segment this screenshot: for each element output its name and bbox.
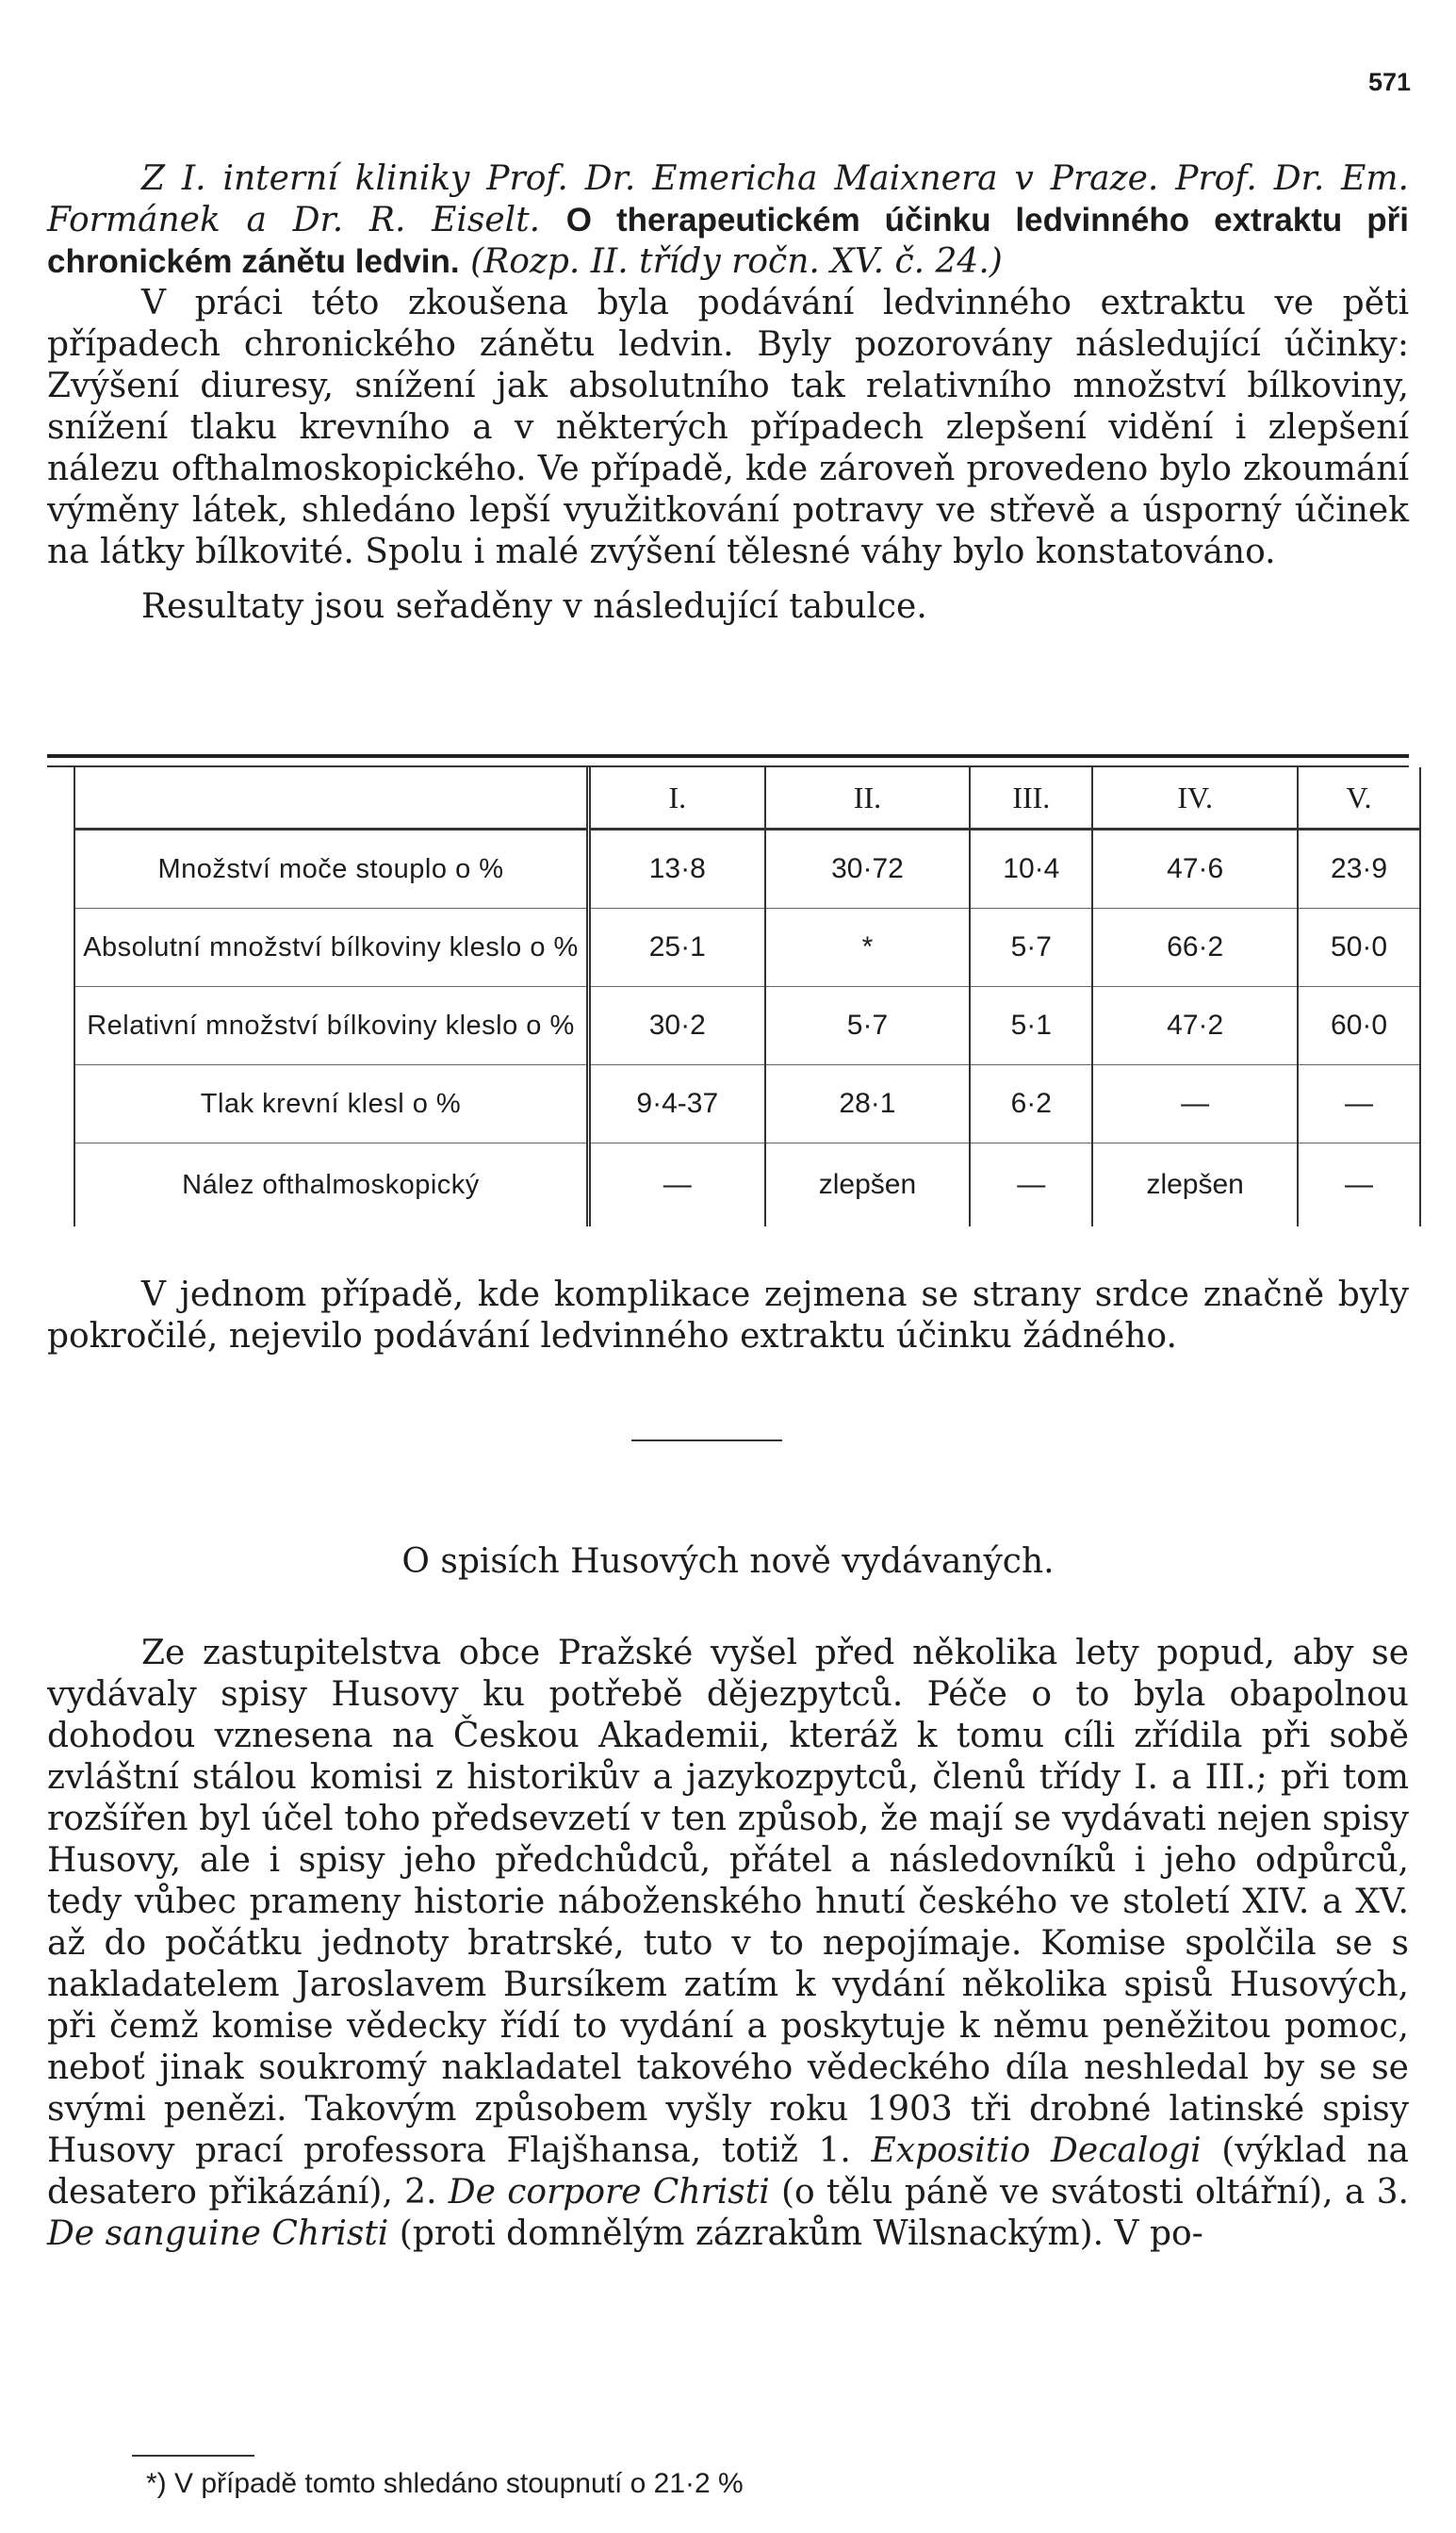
- work-title: De sanguine Christi: [47, 2214, 389, 2253]
- column-header: I.: [589, 767, 765, 830]
- table-cell: 30·2: [589, 987, 765, 1065]
- table-cell: 5·7: [765, 987, 971, 1065]
- article-body: [47, 1633, 1409, 2255]
- table-cell: 28·1: [765, 1065, 971, 1143]
- abstract-source: (Rozp. II. třídy ročn. XV. č. 24.): [470, 242, 1003, 281]
- table-cell: zlepšen: [765, 1143, 971, 1227]
- article-text: (výklad na desatero přikázání), 2.: [47, 2131, 1410, 2212]
- row-label: Absolutní množství bílkoviny kleslo o %: [74, 909, 589, 987]
- article-text: (o tělu páně ve svátosti oltářní), a 3.: [781, 2173, 1409, 2212]
- article-paragraph: [47, 1633, 1409, 2255]
- table-cell: 30·72: [765, 830, 971, 909]
- column-header: IV.: [1092, 767, 1298, 830]
- table-cell: 60·0: [1298, 987, 1420, 1065]
- table-cell: 10·4: [970, 830, 1092, 909]
- abstract-title: O therapeutickém účinku ledvinného extraktu při chronickém zánětu ledvin.: [47, 202, 1409, 280]
- table-cell: 9·4-37: [589, 1065, 765, 1143]
- after-table-text: V jednom případě, kde komplikace zejmena se strany srdce značně byly pokročilé, nejevilo podávání ledvinného extraktu účinku žádného.: [47, 1275, 1409, 1356]
- results-table-wrap: [47, 754, 1409, 1226]
- table-corner: [74, 767, 589, 830]
- article-text: (proti domnělým zázrakům Wilsnackým). V po-: [399, 2214, 1203, 2253]
- article-heading: O spisích Husových nově vydávaných.: [401, 1542, 1055, 1581]
- table-row: [74, 987, 1420, 1065]
- row-label: Tlak krevní klesl o %: [74, 1065, 589, 1143]
- table-row: [74, 830, 1420, 909]
- table-cell: 50·0: [1298, 909, 1420, 987]
- table-cell: 47·2: [1092, 987, 1298, 1065]
- section-separator: [631, 1439, 782, 1441]
- work-title: Expositio Decalogi: [871, 2131, 1202, 2170]
- row-label: Množství moče stouplo o %: [74, 830, 589, 909]
- abstract-header: [47, 158, 1409, 283]
- table-cell: 23·9: [1298, 830, 1420, 909]
- table-cell: —: [1298, 1143, 1420, 1227]
- table-cell: zlepšen: [1092, 1143, 1298, 1227]
- abstract-authors: Z I. interní kliniky Prof. Dr. Emericha Maixnera v Praze. Prof. Dr. Em. Formánek a Dr. R. Eiselt.: [47, 159, 1409, 239]
- abstract-body: V práci této zkoušena byla podávání ledvinného extraktu ve pěti případech chronického zánětu ledvin. Byly pozorovány následující účinky: Zvýšení diuresy, snížení jak absolutního tak relativního množství bílkoviny, snížení tlaku krevního a v některých případech zlepšení vidění i zlepšení nálezu ofthalmoskopického. Ve případě, kde zároveň provedeno bylo zkoumání výměny látek, shledáno lepší využitkování potravy ve střevě a úsporný účinek na látky bílkovité. Spolu i malé zvýšení tělesné váhy bylo konstatováno.: [47, 284, 1409, 571]
- table-cell: 5·1: [970, 987, 1092, 1065]
- column-header: II.: [765, 767, 971, 830]
- table-row: [74, 1143, 1420, 1227]
- table-row: [74, 909, 1420, 987]
- page-number: 571: [1367, 68, 1411, 96]
- row-label: Nález ofthalmoskopický: [74, 1143, 589, 1227]
- article-heading-block: [47, 1542, 1409, 1581]
- table-cell: 25·1: [589, 909, 765, 987]
- table-cell: 47·6: [1092, 830, 1298, 909]
- column-header: V.: [1298, 767, 1420, 830]
- after-table-block: [47, 1275, 1409, 1357]
- table-row: [74, 1065, 1420, 1143]
- column-header: III.: [970, 767, 1092, 830]
- table-cell: —: [589, 1143, 765, 1227]
- abstract-block: [47, 158, 1409, 628]
- table-cell: 13·8: [589, 830, 765, 909]
- table-cell: —: [1298, 1065, 1420, 1143]
- table-top-rule: [47, 754, 1409, 758]
- row-label: Relativní množství bílkoviny kleslo o %: [74, 987, 589, 1065]
- article-text: Ze zastupitelstva obce Pražské vyšel před několika lety popud, aby se vydávaly spisy Husovy ku potřebě dějezpytců. Péče o to byla obapolnou dohodou vznesena na Českou Akademii, kteráž k tomu cíli zřídila při sobě zvláštní stálou komisi z historikův a jazykozpytců, členů třídy I. a III.; při tom rozšířen byl účel toho předsevzetí v ten způsob, že mají se vydávati nejen spisy Husovy, ale i spisy jeho předchůdců, přátel a následovníků i jeho odpůrců, tedy vůbec prameny historie náboženského hnutí českého ve století XIV. a XV. až do počátku jednoty bratrské, tuto v to nepojímaje. Komise spolčila se s nakladatelem Jaroslavem Bursíkem zatím k vydání několika spisů Husových, při čemž komise vědecky řídí to vydání a poskytuje k němu peněžitou pomoc, neboť jinak soukromý nakladatel takového vědeckého díla neshledal by se se svými penězi. Takovým způsobem vyšly roku 1903 tři drobné latinské spisy Husovy prací professora Flajšhansa, totiž 1.: [47, 1634, 1409, 2170]
- table-cell: —: [970, 1143, 1092, 1227]
- table-cell: 5·7: [970, 909, 1092, 987]
- footnote-rule: [132, 2455, 254, 2457]
- table-header-row: [74, 767, 1420, 830]
- table-cell: 6·2: [970, 1065, 1092, 1143]
- footnote: *) V případě tomto shledáno stoupnutí o 21·2 %: [146, 2468, 744, 2499]
- table-intro: Resultaty jsou seřaděny v následující tabulce.: [141, 587, 927, 626]
- work-title: De corpore Christi: [448, 2173, 770, 2212]
- results-table: [74, 767, 1421, 1226]
- table-cell: *: [765, 909, 971, 987]
- table-cell: 66·2: [1092, 909, 1298, 987]
- table-cell: —: [1092, 1065, 1298, 1143]
